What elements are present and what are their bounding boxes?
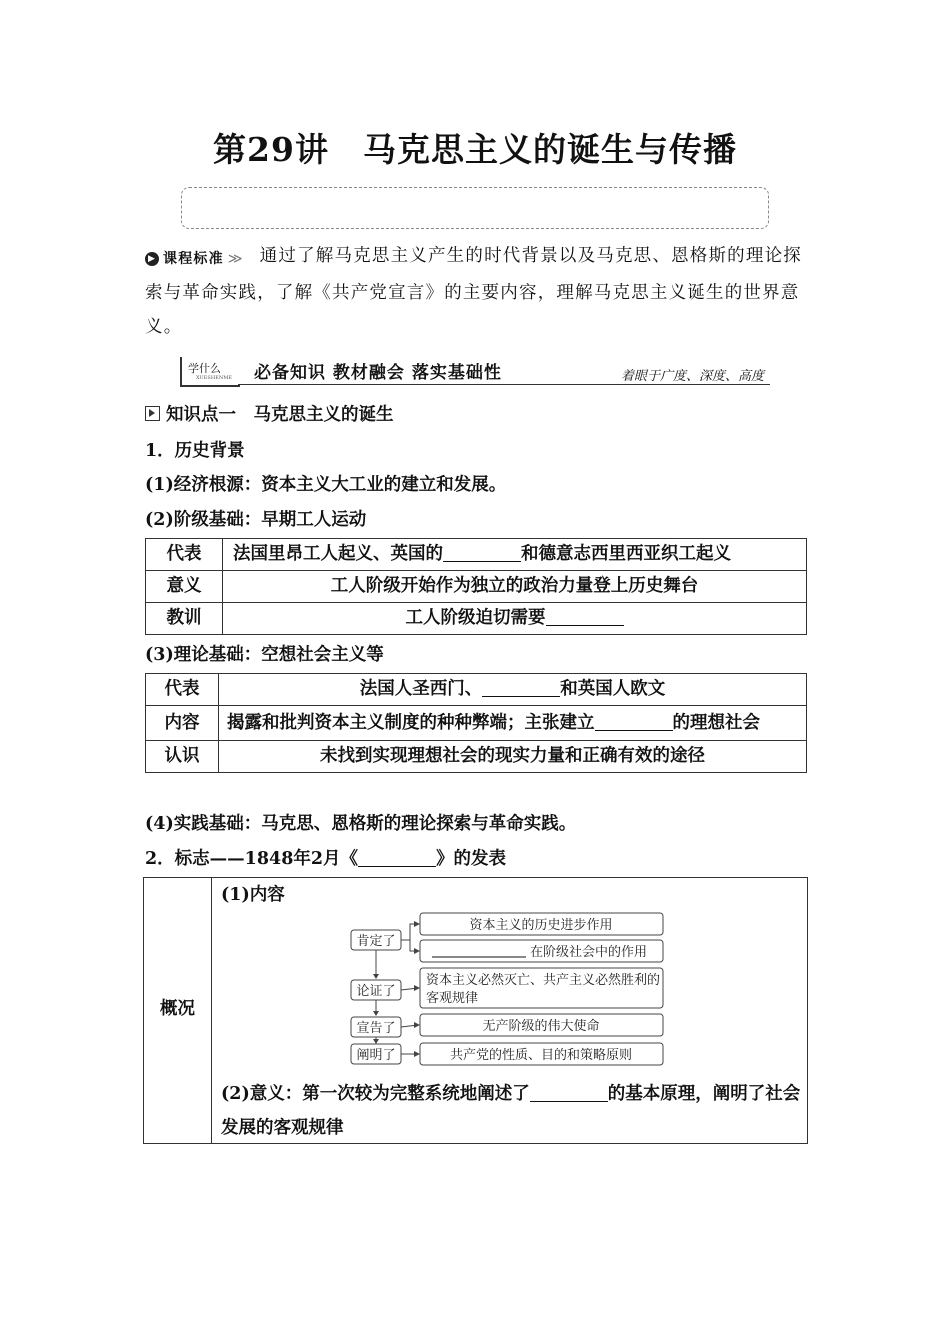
knowledge-point-heading: 知识点一 马克思主义的诞生 xyxy=(145,401,394,426)
table-row xyxy=(146,706,807,741)
node-label: 论证了 xyxy=(356,984,396,999)
fill-blank xyxy=(482,679,560,698)
arrowhead xyxy=(414,985,420,991)
course-standard-text: 通过了解马克思主义产生的时代背景以及马克思、恩格斯的理论探索与革命实践，了解《共产党宣言》的主要内容，理解马克思主义诞生的世界意义。 xyxy=(145,246,802,337)
content-title: (1)内容 xyxy=(221,885,285,905)
xueshenme-logo-icon: 学什么 XUESHENME xyxy=(180,357,240,387)
item-label: 客观规律 xyxy=(426,991,479,1006)
item-theory: (3)理论基础：空想社会主义等 xyxy=(145,645,384,665)
page-title: 第29讲 马克思主义的诞生与传播 xyxy=(213,130,737,169)
row-content: 法国人圣西门、 和英国人欧文 xyxy=(219,674,807,706)
row-label: 教训 xyxy=(146,603,223,635)
arrowhead xyxy=(414,1051,420,1057)
item-label: 共产党的性质、目的和策略原则 xyxy=(449,1048,633,1063)
item-economic: (1)经济根源：资本主义大工业的建立和发展。 xyxy=(145,475,507,495)
item-label: 在阶级社会中的作用 xyxy=(530,945,648,960)
dashed-box xyxy=(181,187,769,229)
table-row xyxy=(146,741,807,773)
node-label: 肯定了 xyxy=(356,934,396,949)
row-label: 代表 xyxy=(146,674,219,706)
row-content: 法国里昂工人起义、英国的 和德意志西里西亚织工起义 xyxy=(223,539,807,571)
node-label: 宣告了 xyxy=(356,1021,396,1036)
play-icon: ▶ xyxy=(145,252,159,266)
table-workers-movement xyxy=(145,538,807,635)
table-row xyxy=(146,571,807,603)
row-label: 认识 xyxy=(146,741,219,773)
overview-label-cell xyxy=(144,878,212,1143)
fill-blank xyxy=(358,849,436,868)
section-heading-2: 2．标志——1848年2月《 》的发表 xyxy=(145,849,507,869)
course-standard-tag: ▶ 课程标准 ≫ xyxy=(145,242,244,276)
arrowhead xyxy=(414,921,420,927)
row-label: 代表 xyxy=(146,539,223,571)
item-label: 资本主义的历史进步作用 xyxy=(469,918,613,933)
table-row xyxy=(146,603,807,635)
meaning-text: (2)意义：第一次较为完整系统地阐述了 的基本原理，阐明了社会发展的客观规律 xyxy=(221,1084,801,1138)
fill-blank xyxy=(530,1084,608,1103)
section-heading-1: 1．历史背景 xyxy=(145,441,245,461)
banner-heading: 必备知识 教材融会 落实基础性 xyxy=(254,363,502,383)
arrowhead xyxy=(373,974,379,979)
arrowhead xyxy=(373,1039,379,1044)
row-label: 概况 xyxy=(160,999,195,1019)
banner-underline xyxy=(238,384,770,386)
table-overview xyxy=(143,877,808,1144)
play-square-icon xyxy=(145,406,160,421)
table-row xyxy=(146,539,807,571)
row-content: 工人阶级开始作为独立的政治力量登上历史舞台 xyxy=(223,571,807,603)
content-diagram xyxy=(348,910,678,1070)
fill-blank xyxy=(443,544,521,563)
table-row xyxy=(146,674,807,706)
item-practice: (4)实践基础：马克思、恩格斯的理论探索与革命实践。 xyxy=(145,814,577,834)
connector-1 xyxy=(401,924,418,951)
fill-blank xyxy=(546,608,624,627)
row-label: 意义 xyxy=(146,571,223,603)
node-label: 阐明了 xyxy=(356,1048,396,1063)
arrowhead xyxy=(414,948,420,954)
fill-blank xyxy=(595,713,673,732)
item-label: 无产阶级的伟大使命 xyxy=(482,1019,600,1034)
row-label: 内容 xyxy=(146,706,219,741)
banner-subtitle: 着眼于广度、深度、高度 xyxy=(620,369,764,384)
section-banner xyxy=(178,355,770,387)
course-standard xyxy=(145,239,807,344)
row-content: 揭露和批判资本主义制度的种种弊端；主张建立 的理想社会 xyxy=(219,706,807,741)
arrowhead xyxy=(414,1022,420,1028)
arrowhead xyxy=(373,1011,379,1016)
row-content: 工人阶级迫切需要 xyxy=(223,603,807,635)
table-utopian-socialism xyxy=(145,673,807,773)
double-chevron-icon: ≫ xyxy=(227,251,244,267)
row-content: 未找到实现理想社会的现实力量和正确有效的途径 xyxy=(219,741,807,773)
item-class: (2)阶级基础：早期工人运动 xyxy=(145,510,367,530)
item-label: 资本主义必然灭亡、共产主义必然胜利的 xyxy=(426,973,661,988)
